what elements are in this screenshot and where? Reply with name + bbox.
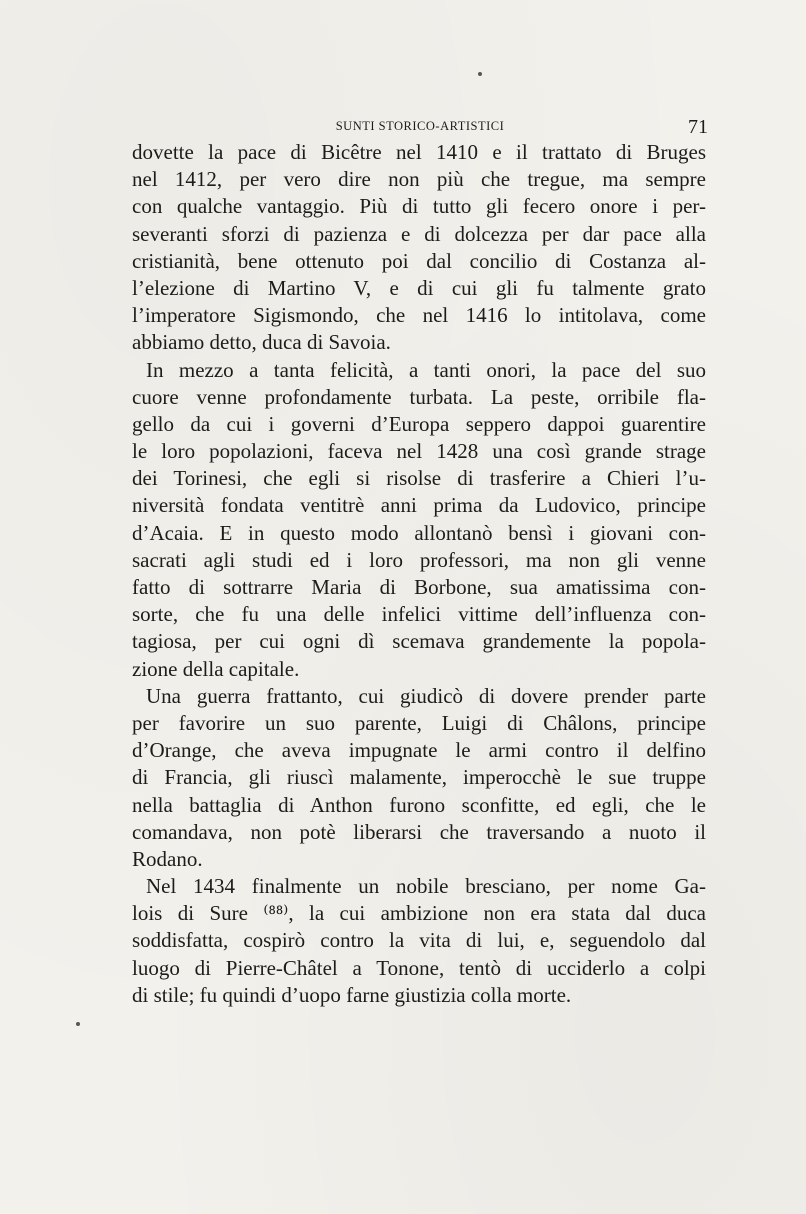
text-line: tagiosa, per cui ogni dì scemava grandemente la popola- (132, 629, 706, 654)
text-line: le loro popolazioni, faceva nel 1428 una così grande strage (132, 439, 706, 464)
text-line: dei Torinesi, che egli si risolse di trasferire a Chieri l’u- (132, 466, 706, 491)
text-line: soddisfatta, cospirò contro la vita di lui, e, seguendolo dal (132, 928, 706, 953)
text-line: l’imperatore Sigismondo, che nel 1416 lo intitolava, come (132, 303, 706, 328)
paragraph-start-line: In mezzo a tanta felicità, a tanti onori, la pace del suo (146, 357, 706, 382)
ink-speck (76, 1022, 80, 1026)
text-line: Rodano. (132, 846, 203, 871)
text-line: dovette la pace di Bicêtre nel 1410 e il trattato di Bruges (132, 140, 706, 164)
text-line: gello da cui i governi d’Europa seppero dappoi guarentire (132, 411, 706, 436)
text-line: sorte, che fu una delle infelici vittime dell’influenza con- (132, 602, 706, 627)
page-header (132, 116, 708, 138)
text-line: nel 1412, per vero dire non più che tregue, ma sempre (132, 167, 706, 192)
text-line: d’Orange, che aveva impugnate le armi contro il delfino (132, 738, 706, 763)
text-line: cuore venne profondamente turbata. La peste, orribile fla- (132, 384, 706, 409)
page-number: 71 (688, 116, 708, 138)
text-line: sacrati agli studi ed i loro professori, ma non gli venne (132, 547, 706, 572)
text-line: per favorire un suo parente, Luigi di Châlons, principe (132, 710, 706, 735)
text-line: zione della capitale. (132, 656, 300, 681)
text-line: nella battaglia di Anthon furono sconfitte, ed egli, che le (132, 792, 706, 817)
text-line: di stile; fu quindi d’uopo farne giustizia colla morte. (132, 982, 572, 1007)
text-line: con qualche vantaggio. Più di tutto gli fecero onore i per- (132, 194, 706, 219)
paragraph-start-line: Una guerra frattanto, cui giudicò di dovere prender parte (146, 683, 706, 708)
text-line: fatto di sottrarre Maria di Borbone, sua amatissima con- (132, 575, 706, 599)
text-line: di Francia, gli riuscì malamente, imperocchè le sue truppe (132, 765, 706, 790)
text-line: abbiamo detto, duca di Savoia. (132, 330, 391, 355)
text-line: severanti sforzi di pazienza e di dolcezza per dar pace alla (132, 221, 706, 246)
text-line: luogo di Pierre-Châtel a Tonone, tentò di ucciderlo a colpi (132, 955, 706, 980)
body-text (132, 139, 706, 1009)
text-line: l’elezione di Martino V, e di cui gli fu talmente grato (132, 275, 706, 300)
text-line: comandava, non potè liberarsi che traversando a nuoto il (132, 819, 706, 844)
running-head: SUNTI STORICO-ARTISTICI (335, 119, 505, 133)
text-line: cristianità, bene ottenuto poi dal concilio di Costanza al- (132, 248, 706, 273)
ink-speck (478, 72, 482, 76)
text-line: d’Acaia. E in questo modo allontanò bensì i giovani con- (132, 520, 706, 545)
text-line: lois di Sure ⁽⁸⁸⁾, la cui ambizione non era stata dal duca (132, 901, 706, 926)
paragraph-start-line: Nel 1434 finalmente un nobile bresciano, per nome Ga- (146, 874, 706, 899)
text-line: niversità fondata ventitrè anni prima da Ludovico, principe (132, 493, 706, 518)
